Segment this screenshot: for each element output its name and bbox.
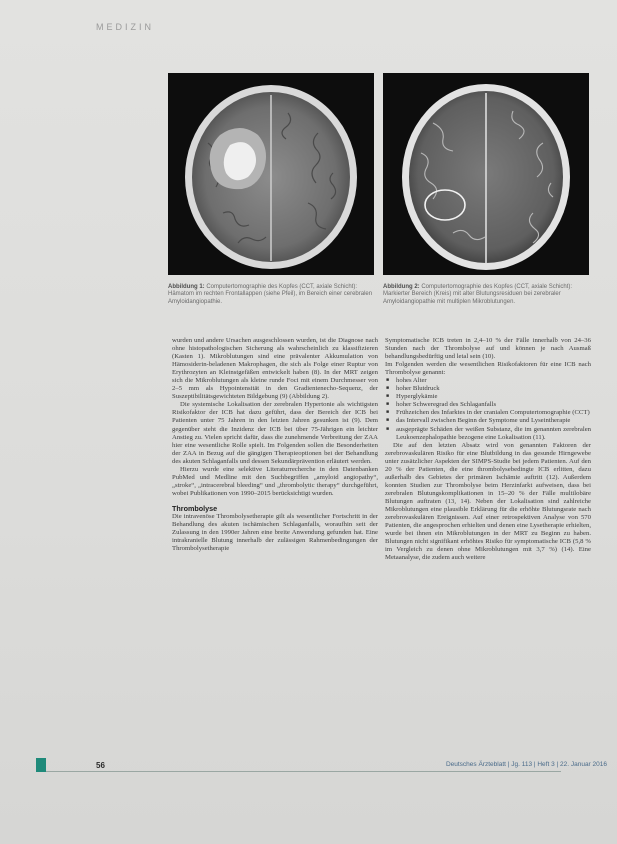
list-item: ■ Hyperglykämie <box>385 393 591 401</box>
section-header: MEDIZIN <box>96 22 154 32</box>
figure-1-caption <box>168 284 376 306</box>
list-item: ■ Frühzeichen des Infarktes in der cranialen Computertomographie (CCT) <box>385 409 591 417</box>
right-paragraph-1: Symptomatische ICB treten in 2,4–10 % der Fälle innerhalb von 24–36 Stunden nach der Thrombolyse auf und können je nach Ausmaß behandlungsbedürftig und letal sein (10). <box>385 337 591 361</box>
ct-scan-1-graphic <box>168 73 374 275</box>
right-paragraph-3: Die auf den letzten Absatz wird von genannten Faktoren der zerebrovaskulären Risiko für eine Blutbildung in das gesunde Hirngewebe unter zusätzlicher Aspekten der SIMPS-Studie bei jedem Patienten. Auf den 20 % der Patienten, die eine thrombolysebedingte ICB erlitten, dazu außerhalb des Gebietes der primären Ischämie auftritt (12). Außerdem konnten Studien zur Thrombolyse beim Herzinfarkt aufweisen, dass bei zerebralen Blutungskomplikationen in 15–20 % der Fälle multilobäre Blutungen auftraten (13, 14). Neben der Lokalisation sind zahlreiche Mikroblutungen eine plausible Erklärung für die erhöhte Blutungsrate nach zerebrovaskulären Ereignissen. Auf einer retrospektiven Analyse von 570 Patienten, die angesprochen erhielten und denen eine Lysetherapie erhielten, wurde bei ihnen ein Mikroblutungen in der MRT zu Beginn zu haben. Blutungen nicht signifikant erhöhtes Risiko für symptomatische ICB (5,8 % im Vergleich zu denen ohne Mikroblutungen mit 3,7 %) (14). Eine Metaanalyse, die zudem auch weitere <box>385 441 591 562</box>
footer-rule <box>46 771 561 772</box>
left-paragraph-2: Die systemische Lokalisation der zerebralen Hypertonie als wichtigsten Risikofaktor der ICB hat dazu geführt, dass der Bereich der ICB bei Patienten unter 75 Jahren in den letzten Jahren gesunken ist (9). Dem gegenüber steht die Inzidenz der ICB bei über 75-Jährigen ein leichter Anstieg zu. Vielen spricht dafür, dass die zunehmende Verbreitung der ZAA hier eine wesentliche Rolle spielt. Im Folgenden sollen die Besonderheiten der ZAA in Bezug auf die gängigen Therapieoptionen bei der Behandlung des akuten Schlaganfalls und dessen Sekundärprävention erläutert werden. <box>172 401 378 465</box>
figure-2-caption <box>383 284 591 306</box>
list-item: ■ das Intervall zwischen Beginn der Symptome und Lyseintherapie <box>385 417 591 425</box>
ct-scan-2-graphic <box>383 73 589 275</box>
left-paragraph-1: wurden und andere Ursachen ausgeschlossen wurden, ist die Diagnose nach ohne histopathologischen Sicherung als wahrscheinlich zu klassifizieren (Kasten 1). Mikroblutungen sind eine prävalenter Akkumulation von Hämosiderin-beladenen Makrophagen, die sich als Folge einer Ruptur von Erythrozyten an Kleinstgefäßen entwickelt haben (8). In der MRT zeigen sich die Mikroblutungen als kleine runde Foci mit einem Durchmesser von 2–5 mm als Hypointensität in den Gradientenecho-Sequenz, der Suszeptibilitätsgewichteten Bildgebung (9) (Abbildung 2). <box>172 337 378 401</box>
figure-2-ct-image <box>383 73 589 275</box>
figure-1-ct-image <box>168 73 374 275</box>
list-item: ■ ausgeprägte Schäden der weißen Substanz, die im genannten zerebralen Leukoenzephalopathie bezogene eine Lokalisation (11). <box>385 426 591 442</box>
section-heading-thrombolyse: Thrombolyse <box>172 503 218 513</box>
left-text-column <box>172 337 378 553</box>
list-item: ■ hoher Blutdruck <box>385 385 591 393</box>
figure-1-caption-text: Computertomographie des Kopfes (CCT, axiale Schicht): Hämatom im rechten Frontallappen (siehe Pfeil), im Bereich einer cerebralen Amyloidangiopathie. <box>168 284 373 305</box>
figure-2-caption-text: Computertomographie des Kopfes (CCT, axiale Schicht): Markierter Bereich (Kreis) mit alter Blutungsresiduen bei zerebraler Amyloidangiopathie mit multiplen Mikroblutungen. <box>383 284 573 305</box>
right-paragraph-2: Im Folgenden werden die wesentlichen Risikofaktoren für eine ICB nach Thrombolyse genannt: <box>385 361 591 377</box>
left-paragraph-4: Die intravenöse Thrombolysetherapie gilt als wesentlicher Fortschritt in der Behandlung des akuten ischämischen Schlaganfalls, woraufhin seit der Zulassung in den 1990er Jahren eine breite Anwendung gefunden hat. Eine intrakranielle Blutung innerhalb der zulässigen Rahmenbedingungen der Thrombolysetherapie <box>172 512 378 553</box>
journal-citation: Deutsches Ärzteblatt | Jg. 113 | Heft 3 | 22. Januar 2016 <box>445 761 607 768</box>
page-number: 56 <box>96 761 105 770</box>
figure-1-caption-label: Abbildung 1: <box>168 284 205 290</box>
list-item: ■ hoher Schweregrad des Schlaganfalls <box>385 401 591 409</box>
risk-factor-list <box>385 377 591 441</box>
list-item: ■ hohes Alter <box>385 377 591 385</box>
left-paragraph-3: Hierzu wurde eine selektive Literaturrecherche in den Datenbanken PubMed und Medline mit den Suchbegriffen „amyloid angiopathy“, „stroke“, „intracerebral bleeding“ und „thrombolytic therapy“ durchgeführt, wobei Publikationen von 1990–2015 berücksichtigt wurden. <box>172 465 378 497</box>
right-text-column <box>385 337 591 562</box>
figure-2-caption-label: Abbildung 2: <box>383 284 420 290</box>
footer-accent-bar <box>36 758 46 772</box>
